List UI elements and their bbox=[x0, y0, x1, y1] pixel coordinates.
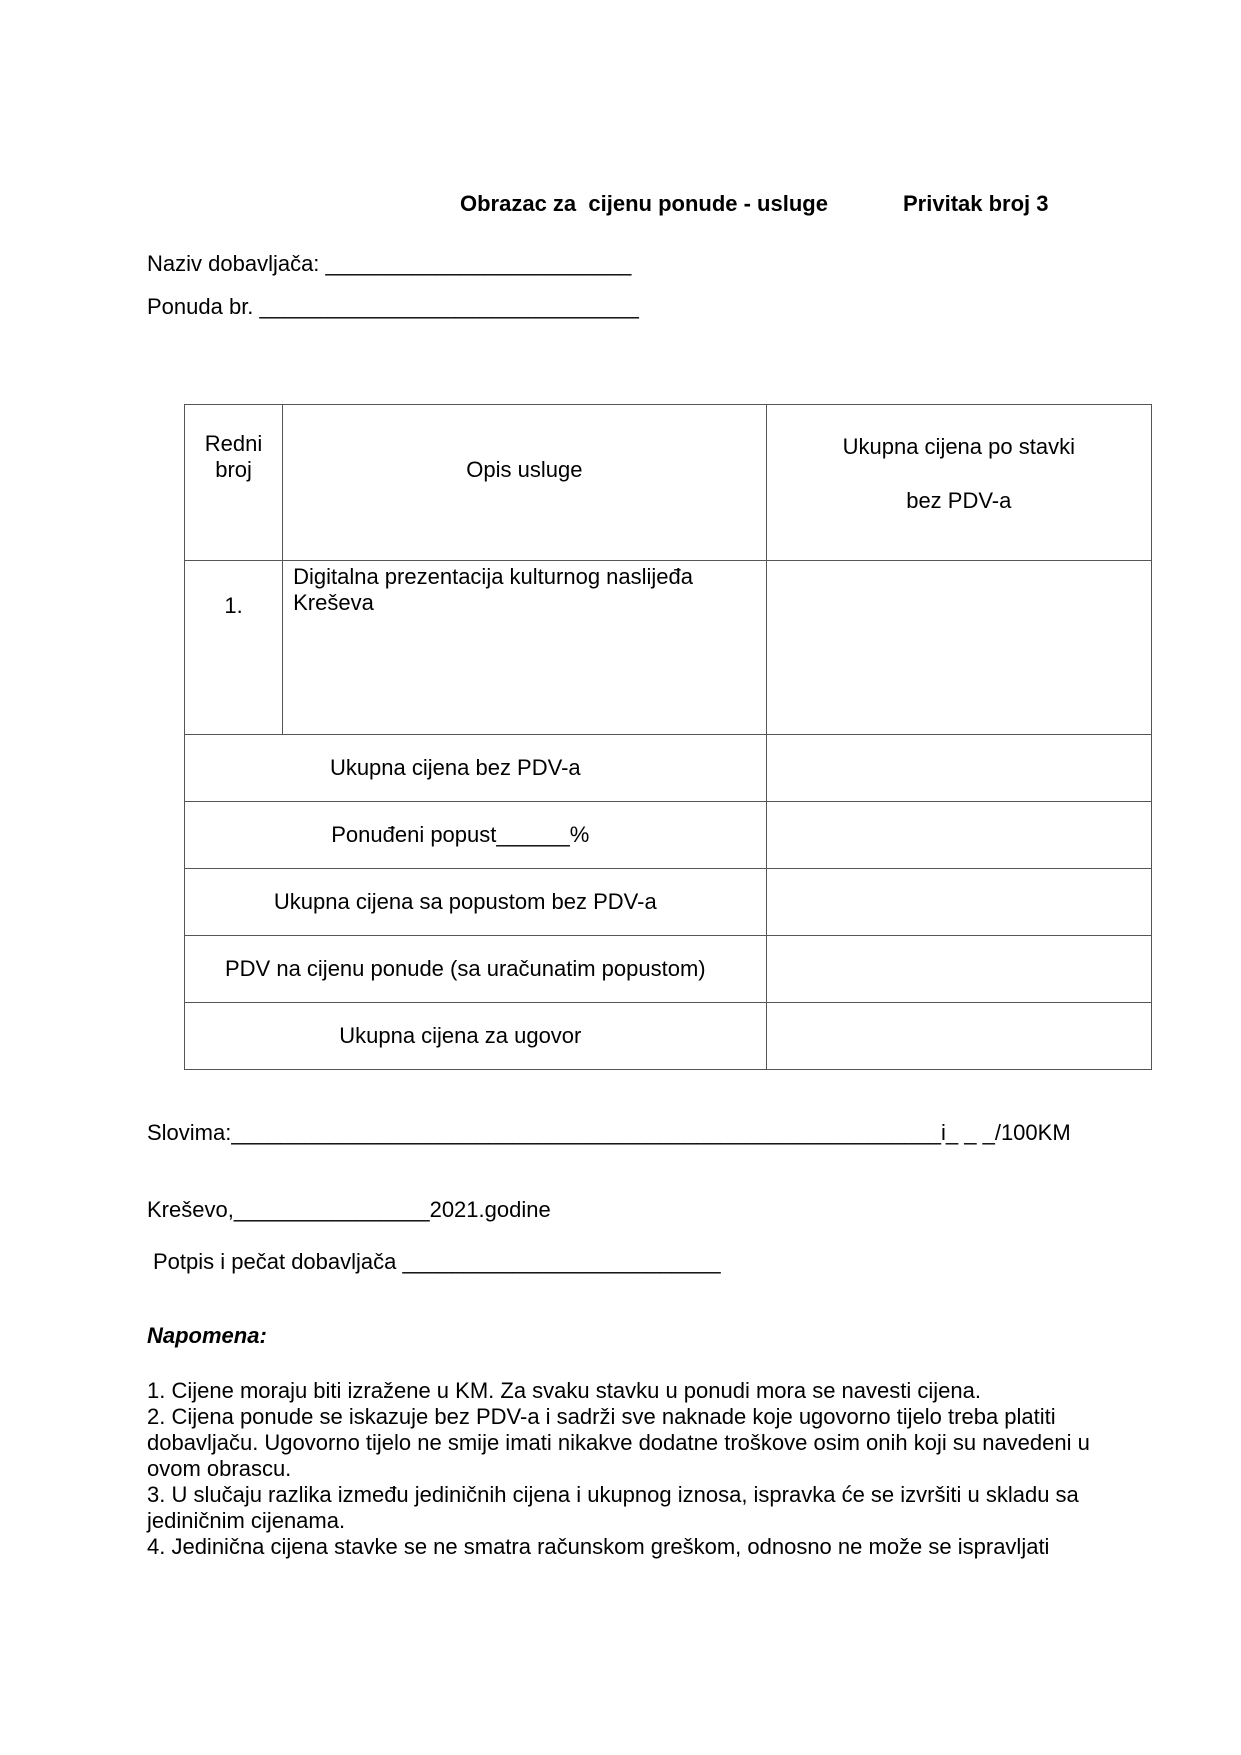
summary-row-contract-total bbox=[185, 1003, 1152, 1070]
note-item: 3. U slučaju razlika između jediničnih cijena i ukupnog iznosa, ispravka će se izvršiti u skladu sa jediničnim cijenama. bbox=[147, 1482, 1079, 1533]
summary-value-cell[interactable] bbox=[766, 1003, 1151, 1070]
price-table bbox=[184, 404, 1152, 1070]
header-number-line2: broj bbox=[215, 457, 252, 482]
place-date-field[interactable]: Kreševo,________________2021.godine bbox=[147, 1197, 551, 1222]
table-header-row bbox=[185, 405, 1152, 561]
header-description: Opis usluge bbox=[283, 405, 767, 561]
header-price-line2: bez PDV-a bbox=[906, 488, 1012, 513]
header-price-line1: Ukupna cijena po stavki bbox=[842, 434, 1075, 459]
note-item: 4. Jedinična cijena stavke se ne smatra računskom greškom, odnosno ne može se ispravljati bbox=[147, 1534, 1050, 1559]
header-price bbox=[766, 405, 1151, 561]
summary-row-total bbox=[185, 735, 1152, 802]
header-item-number bbox=[185, 405, 283, 561]
note-item: 1. Cijene moraju biti izražene u KM. Za svaku stavku u ponudi mora se navesti cijena. bbox=[147, 1378, 981, 1403]
summary-value-cell[interactable] bbox=[766, 802, 1151, 869]
table-row bbox=[185, 561, 1152, 735]
summary-label: PDV na cijenu ponude (sa uračunatim popustom) bbox=[185, 936, 767, 1003]
summary-value-cell[interactable] bbox=[766, 936, 1151, 1003]
item-number: 1. bbox=[185, 561, 283, 735]
notes-heading: Napomena: bbox=[147, 1323, 267, 1348]
summary-label: Ukupna cijena sa popustom bez PDV-a bbox=[185, 869, 767, 936]
item-description: Digitalna prezentacija kulturnog naslijeđa Kreševa bbox=[283, 561, 767, 735]
summary-value-cell[interactable] bbox=[766, 735, 1151, 802]
note-item: 2. Cijena ponude se iskazuje bez PDV-a i sadrži sve naknade koje ugovorno tijelo treba platiti dobavljaču. Ugovorno tijelo ne smije imati nikakve dodatne troškove osim onih koji su navedeni u ovom obrascu. bbox=[147, 1404, 1090, 1481]
summary-row-vat bbox=[185, 936, 1152, 1003]
supplier-name-field[interactable]: Naziv dobavljača: _________________________ bbox=[147, 251, 632, 276]
summary-row-discount bbox=[185, 802, 1152, 869]
header-number-line1: Redni bbox=[204, 431, 263, 456]
offer-number-field[interactable]: Ponuda br. _______________________________ bbox=[147, 294, 639, 319]
summary-label: Ukupna cijena za ugovor bbox=[185, 1003, 767, 1070]
notes-list bbox=[147, 1378, 1137, 1560]
summary-row-discounted-total bbox=[185, 869, 1152, 936]
summary-label: Ponuđeni popust______% bbox=[185, 802, 767, 869]
summary-label: Ukupna cijena bez PDV-a bbox=[185, 735, 767, 802]
attachment-number: Privitak broj 3 bbox=[903, 191, 1049, 216]
form-title: Obrazac za cijenu ponude - usluge bbox=[460, 191, 828, 216]
item-price-cell[interactable] bbox=[766, 561, 1151, 735]
amount-in-words-field[interactable]: Slovima:__________________________________________________________i_ _ _/100KM bbox=[147, 1120, 1071, 1145]
signature-field[interactable]: Potpis i pečat dobavljača __________________________ bbox=[153, 1249, 721, 1274]
summary-value-cell[interactable] bbox=[766, 869, 1151, 936]
